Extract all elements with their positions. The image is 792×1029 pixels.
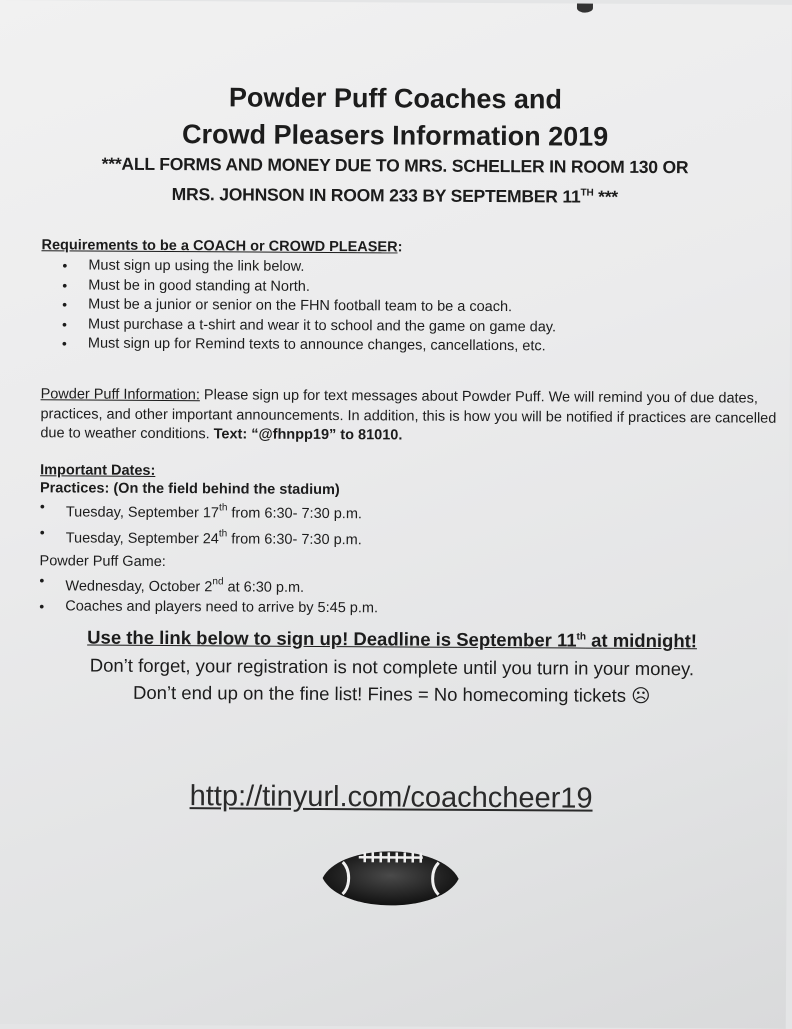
deadline-notice-ordinal: TH: [581, 188, 594, 199]
text-instruction: Text: “@fhnpp19” to 81010.: [214, 426, 403, 443]
practices-list: [40, 497, 362, 550]
game-heading: Powder Puff Game:: [40, 553, 166, 570]
registration-reminder: Don’t forget, your registration is not complete until you turn in your money.: [0, 654, 788, 681]
practice-date-text: Tuesday, September 17: [66, 504, 219, 521]
info-body: Please sign up for text messages about Powder Puff. We will remind you of due dates, practices, and other important announcements. In addition, this is how you will be notified if practices are cancelled due to weather conditions.: [40, 387, 776, 442]
practice-date-ordinal: th: [219, 502, 227, 513]
requirements-heading-text: Requirements to be a COACH or CROWD PLEASER: [41, 237, 397, 255]
requirements-list: [62, 256, 557, 357]
deadline-notice-line-2: [0, 176, 791, 212]
paper-mark: [577, 4, 593, 13]
info-heading: Powder Puff Information:: [41, 386, 200, 403]
requirements-heading-colon: :: [398, 239, 403, 255]
practices-heading: Practices: (On the field behind the stadium): [40, 480, 340, 498]
game-date-text: Wednesday, October 2: [65, 578, 212, 595]
list-item: • Coaches and players need to arrive by 5:45 p.m.: [39, 597, 378, 619]
callout-ordinal: th: [577, 632, 587, 643]
powder-puff-info-paragraph: [40, 385, 780, 448]
list-item: [40, 497, 362, 525]
callout-text: Use the link below to sign up! Deadline is September 11: [87, 627, 576, 651]
football-icon: [320, 840, 460, 916]
list-item: [40, 523, 362, 551]
practice-time-text: from 6:30- 7:30 p.m.: [227, 531, 362, 548]
signup-link[interactable]: http://tinyurl.com/coachcheer19: [0, 779, 787, 817]
signup-deadline-callout: [0, 626, 788, 653]
practice-date-text: Tuesday, September 24: [66, 530, 219, 547]
list-item: • Must sign up for Remind texts to announce changes, cancellations, etc.: [62, 335, 556, 358]
list-item: • Must be a junior or senior on the FHN football team to be a coach.: [62, 296, 556, 319]
list-item: • Must sign up using the link below.: [62, 256, 556, 279]
game-time-text: at 6:30 p.m.: [223, 579, 304, 595]
requirements-heading: [41, 237, 402, 255]
important-dates-heading-text: Important Dates:: [40, 462, 155, 479]
page-title-line-2: Crowd Pleasers Information 2019: [0, 115, 791, 156]
list-item: • Must be in good standing at North.: [62, 276, 556, 299]
game-list: [39, 571, 378, 618]
deadline-notice-text: MRS. JOHNSON IN ROOM 233 BY SEPTEMBER 11: [172, 184, 581, 206]
deadline-notice-line-1: ***ALL FORMS AND MONEY DUE TO MRS. SCHELLER IN ROOM 130 OR: [0, 150, 791, 182]
list-item: [39, 571, 378, 599]
game-date-ordinal: nd: [212, 576, 223, 587]
list-item: • Must purchase a t-shirt and wear it to school and the game on game day.: [62, 315, 556, 338]
deadline-notice-end: ***: [593, 187, 618, 207]
callout-end: at midnight!: [586, 630, 697, 652]
page-title-line-1: Powder Puff Coaches and: [0, 78, 792, 119]
important-dates-heading: [40, 462, 155, 479]
fine-warning: Don’t end up on the fine list! Fines = No homecoming tickets ☹: [0, 681, 788, 708]
practice-date-ordinal: th: [219, 528, 227, 539]
practice-time-text: from 6:30- 7:30 p.m.: [227, 505, 362, 522]
